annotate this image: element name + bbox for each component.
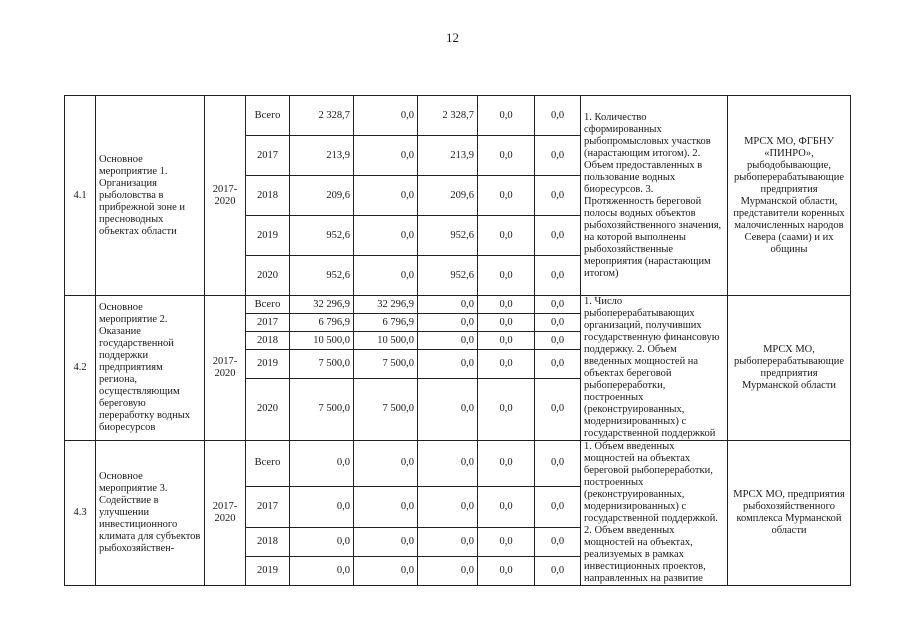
value-cell: 0,0 [478, 216, 535, 256]
value-cell: 0,0 [478, 176, 535, 216]
value-cell: 209,6 [418, 176, 478, 216]
activity-name: Основное мероприятие 3. Содействие в улучшении инвестиционного климата для субъектов рыбохозяйствен- [96, 441, 205, 586]
year-cell: Всего [246, 96, 290, 136]
period: 2017-2020 [205, 96, 246, 296]
year-cell: 2018 [246, 332, 290, 350]
value-cell: 0,0 [418, 314, 478, 332]
total-cell: 7 500,0 [290, 378, 354, 440]
year-cell: Всего [246, 441, 290, 487]
value-cell: 0,0 [478, 441, 535, 487]
table-row [65, 441, 851, 487]
value-cell: 32 296,9 [354, 296, 418, 314]
value-cell: 0,0 [535, 314, 581, 332]
value-cell: 0,0 [478, 332, 535, 350]
value-cell: 0,0 [478, 486, 535, 527]
total-cell: 952,6 [290, 256, 354, 296]
value-cell: 0,0 [535, 96, 581, 136]
value-cell: 0,0 [418, 350, 478, 378]
value-cell: 0,0 [535, 378, 581, 440]
total-cell: 32 296,9 [290, 296, 354, 314]
year-cell: 2019 [246, 216, 290, 256]
value-cell: 0,0 [478, 136, 535, 176]
value-cell: 0,0 [418, 378, 478, 440]
row-number: 4.3 [65, 441, 96, 586]
value-cell: 2 328,7 [418, 96, 478, 136]
value-cell: 0,0 [535, 332, 581, 350]
year-cell: 2019 [246, 350, 290, 378]
total-cell: 0,0 [290, 527, 354, 556]
value-cell: 7 500,0 [354, 350, 418, 378]
row-number: 4.1 [65, 96, 96, 296]
value-cell: 0,0 [478, 350, 535, 378]
value-cell: 952,6 [418, 216, 478, 256]
indicators-cell: 1. Число рыбоперерабатывающих организаций, получивших государственную финансовую поддержку. 2. Объем введенных мощностей на объектах береговой рыбопереработки, построенных (реконструированных, модернизированных) с государственной поддержкой [581, 296, 728, 441]
value-cell: 6 796,9 [354, 314, 418, 332]
total-cell: 0,0 [290, 441, 354, 487]
total-cell: 213,9 [290, 136, 354, 176]
value-cell: 952,6 [418, 256, 478, 296]
value-cell: 0,0 [535, 527, 581, 556]
value-cell: 0,0 [418, 556, 478, 585]
value-cell: 0,0 [354, 256, 418, 296]
activity-name: Основное мероприятие 2. Оказание государственной поддержки предприятиям региона, осуществляющим береговую переработку водных биоресурсов [96, 296, 205, 441]
value-cell: 10 500,0 [354, 332, 418, 350]
value-cell: 0,0 [354, 96, 418, 136]
value-cell: 0,0 [478, 296, 535, 314]
value-cell: 0,0 [418, 332, 478, 350]
total-cell: 0,0 [290, 556, 354, 585]
value-cell: 0,0 [535, 556, 581, 585]
table-row [65, 96, 851, 136]
value-cell: 0,0 [478, 556, 535, 585]
value-cell: 0,0 [535, 176, 581, 216]
year-cell: 2020 [246, 378, 290, 440]
value-cell: 7 500,0 [354, 378, 418, 440]
value-cell: 0,0 [535, 441, 581, 487]
value-cell: 0,0 [478, 378, 535, 440]
year-cell: 2018 [246, 527, 290, 556]
value-cell: 0,0 [478, 96, 535, 136]
year-cell: 2020 [246, 256, 290, 296]
year-cell: 2017 [246, 314, 290, 332]
value-cell: 0,0 [354, 556, 418, 585]
value-cell: 0,0 [418, 486, 478, 527]
value-cell: 0,0 [418, 441, 478, 487]
period: 2017-2020 [205, 441, 246, 586]
activity-name: Основное мероприятие 1. Организация рыболовства в прибрежной зоне и пресноводных объектах области [96, 96, 205, 296]
year-cell: Всего [246, 296, 290, 314]
value-cell: 0,0 [535, 216, 581, 256]
value-cell: 0,0 [354, 527, 418, 556]
value-cell: 213,9 [418, 136, 478, 176]
value-cell: 0,0 [418, 296, 478, 314]
value-cell: 0,0 [354, 176, 418, 216]
value-cell: 0,0 [354, 216, 418, 256]
period: 2017-2020 [205, 296, 246, 441]
year-cell: 2019 [246, 556, 290, 585]
value-cell: 0,0 [478, 314, 535, 332]
value-cell: 0,0 [478, 527, 535, 556]
value-cell: 0,0 [354, 441, 418, 487]
year-cell: 2018 [246, 176, 290, 216]
value-cell: 0,0 [535, 296, 581, 314]
indicators-cell: 1. Объем введенных мощностей на объектах береговой рыбопереработки, построенных (реконструированных, модернизированных) с государственной поддержкой. 2. Объем введенных мощностей на объектах, реализуемых в рамках инвестиционных проектов, направленных на развитие [581, 441, 728, 586]
value-cell: 0,0 [535, 256, 581, 296]
value-cell: 0,0 [535, 136, 581, 176]
indicators-cell: 1. Количество сформированных рыбопромысловых участков (нарастающим итогом). 2. Объем предоставленных в пользование водных биоресурсов. 3. Протяженность береговой полосы водных объектов рыбохозяйственного значения, на которой выполнены рыбохозяйственные мероприятия (нарастающим итогом) [581, 96, 728, 296]
responsible-cell: МРСХ МО, рыбоперерабатывающие предприятия Мурманской области [728, 296, 851, 441]
value-cell: 0,0 [418, 527, 478, 556]
row-number: 4.2 [65, 296, 96, 441]
total-cell: 6 796,9 [290, 314, 354, 332]
total-cell: 952,6 [290, 216, 354, 256]
value-cell: 0,0 [535, 350, 581, 378]
page-number: 12 [446, 30, 459, 45]
year-cell: 2017 [246, 136, 290, 176]
total-cell: 0,0 [290, 486, 354, 527]
value-cell: 0,0 [354, 136, 418, 176]
responsible-cell: МРСХ МО, ФГБНУ «ПИНРО», рыбодобывающие, рыбоперерабатывающие предприятия Мурманской области, представители коренных малочисленных народов Севера (саами) и их общины [728, 96, 851, 296]
value-cell: 0,0 [478, 256, 535, 296]
value-cell: 0,0 [354, 486, 418, 527]
total-cell: 2 328,7 [290, 96, 354, 136]
responsible-cell: МРСХ МО, предприятия рыбохозяйственного комплекса Мурманской области [728, 441, 851, 586]
total-cell: 10 500,0 [290, 332, 354, 350]
year-cell: 2017 [246, 486, 290, 527]
total-cell: 7 500,0 [290, 350, 354, 378]
value-cell: 0,0 [535, 486, 581, 527]
table-row [65, 296, 851, 314]
total-cell: 209,6 [290, 176, 354, 216]
program-table [64, 95, 851, 586]
